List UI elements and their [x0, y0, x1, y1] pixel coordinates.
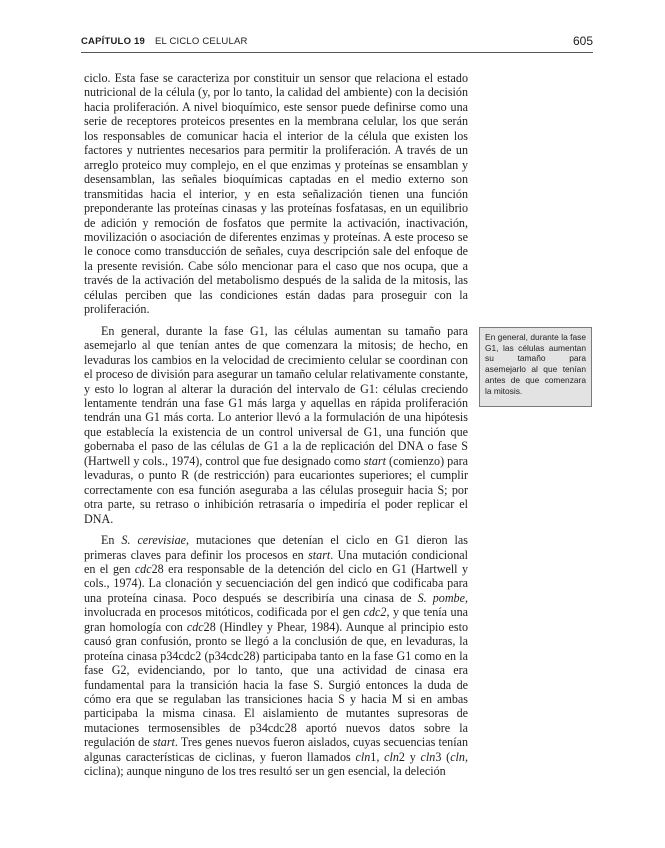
italic-term: cln [384, 749, 399, 764]
chapter-label: CAPÍTULO 19 [81, 36, 145, 47]
text-run: , y que tenía una gran homología con [84, 605, 468, 634]
running-header [81, 34, 593, 50]
italic-term: start [363, 453, 386, 468]
text-run: , involucrada en procesos mitóticos, codificada por el gen [84, 590, 468, 620]
italic-term: cdc [186, 619, 204, 634]
text-run: En general, durante la fase G1, las células aumentan su tamaño para asemejarlo al que tenían antes de que comenzara la mitosis; de hecho, en levaduras los cambios en la velocidad de crecimiento celular se coordinan con el proceso de división para asegurar un tamaño celular relativamente constante, y esto lo logran al alterar la duración del intervalo de G1: células creciendo lentamente tendrán una fase G1 más larga y aquellas en rápida proliferación tendrán una G1 más corta. Lo anterior llevó a la formulación de una hipótesis que establecía la existencia de un control universal de G1, una función que gobernaba el paso de las células de G1 a la de replicación del DNA o fase S (Hartwell y cols., 1974), control que fue designado como [84, 323, 468, 468]
italic-term: start [308, 547, 331, 562]
margin-note: En general, durante la fase G1, las células aumentan su tamaño para asemejarlo al que tenían antes de que comenzara la mitosis. [479, 327, 592, 407]
chapter-title: EL CICLO CELULAR [154, 36, 248, 47]
italic-term: S. cerevisiae [121, 533, 187, 548]
text-run: . Una mutación condicional en el gen [84, 547, 468, 576]
text-run: En [101, 533, 122, 548]
italic-term: S. pombe [417, 590, 465, 605]
text-run: 28 (Hindley y Phear, 1984). Aunque al principio esto causó gran confusión, pronto se llegó a la conclusión de que, en levaduras, la proteína cinasa p34cdc2 (p34cdc28) participaba tanto en la fase G1 como en la fase G2, evidenciando, por lo tanto, que una actividad de cinasa era fundamental para la transición hacia la fase S. Surgió entonces la duda de cómo era que se regulaban las transiciones hacia S y hacia M si en ambas participaba la misma cinasa. El aislamiento de mutantes supresoras de mutaciones termosensibles de p34cdc28 aportó nuevos datos sobre la regulación de [84, 619, 469, 750]
italic-term: cdc [134, 561, 152, 576]
text-run: . Tres genes nuevos fueron aislados, cuyas secuencias tenían algunas características de ciclinas, y fueron llamados [84, 735, 469, 764]
italic-term: cln [420, 749, 436, 764]
italic-term: cln [450, 749, 465, 764]
text-run: ciclo. Esta fase se caracteriza por constituir un sensor que relaciona el estado nutricional de la célula (y, por lo tanto, la calidad del ambiente) con la decisión hacia proliferación. A nivel bioquímico, este sensor puede definirse como una serie de receptores proteicos presentes en la membrana celular, los que serán los responsables de comunicar hacia el interior de la célula que existen los factores y nutrientes necesarios para permitir la proliferación. A través de un arreglo proteico muy complejo, en el que enzimas y proteínas se ensamblan y desensamblan, las señales bioquímicas captadas en el medio externo son transmitidas hacia el interior, y en esta señalización tienen una función preponderante las proteínas cinasas y las proteínas fosfatasas, en un equilibrio de adición y remoción de fosfatos que permite la activación, inactivación, movilización o asociación de diferentes enzimas y proteínas. A este proceso se le conoce como transducción de señales, cuya descripción sale del enfoque de la presente revisión. Cabe sólo mencionar para el caso que nos ocupa, que a través de la activación del metabolismo después de la salida de la mitosis, las células perciben que las condiciones están dadas para proseguir con la proliferación. [84, 71, 468, 317]
text-run: , ciclina); aunque ninguno de los tres resultó ser un gen esencial, la deleción [84, 749, 468, 779]
header-rule [81, 52, 593, 53]
body-paragraph [84, 71, 468, 317]
italic-term: start [152, 735, 175, 750]
text-run: 2 y [398, 749, 421, 764]
chapter-heading [81, 36, 248, 47]
body-paragraph [84, 324, 468, 526]
body-paragraph [84, 533, 468, 779]
text-run: 3 ( [435, 749, 451, 764]
text-run: , mutaciones que detenían el ciclo en G1 dieron las primeras claves para definir los procesos en [84, 533, 468, 562]
italic-term: cdc2 [363, 605, 387, 620]
page-number: 605 [572, 34, 593, 48]
text-run: 28 era responsable de la detención del ciclo en G1 (Hartwell y cols., 1974). La clonación y secuenciación del gen indicó que codificaba para una proteína cinasa. Poco después se describiría una cinasa de [84, 561, 468, 605]
text-run: (comienzo) para levaduras, o punto R (de restricción) para eucariontes superiores; el cumplir correctamente con esa función aseguraba a las células proseguir hacia S; por otra parte, su retraso o inhibición retrasaría o impediría el poder replicar el DNA. [84, 453, 468, 526]
text-run: 1, [370, 749, 385, 764]
italic-term: cln [355, 749, 371, 764]
body-text [84, 71, 468, 779]
